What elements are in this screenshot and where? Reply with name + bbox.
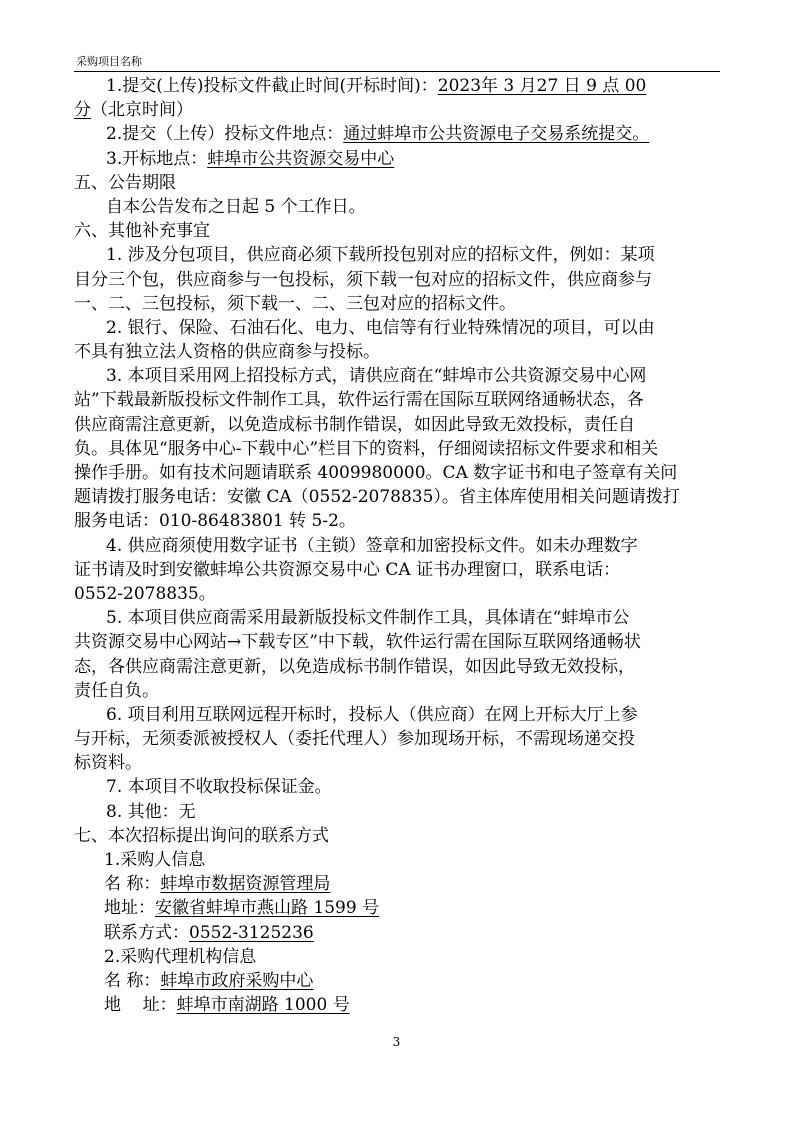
paragraph-line: 2. 银行、保险、石油石化、电力、电信等有行业特殊情况的项目，可以由 — [106, 317, 655, 338]
agency-name-label: 名 称： — [104, 970, 161, 991]
document-body — [74, 74, 720, 1017]
paragraph-line: 不具有独立法人资格的供应商参与投标。 — [74, 342, 380, 363]
agency-address-line — [74, 993, 720, 1017]
deadline-label: 1.提交(上传)投标文件截止时间(开标时间)： — [106, 76, 438, 96]
beijing-time: （北京时间） — [91, 100, 193, 121]
item-8: 8. 其他：无 — [106, 801, 196, 822]
purchaser-contact-label: 联系方式： — [104, 922, 189, 943]
paragraph-line: 1. 涉及分包项目，供应商必须下载所投包别对应的招标文件，例如：某项 — [106, 245, 655, 266]
agency-address: 蚌埠市南湖路 1000 号 — [176, 995, 350, 1016]
paragraph-line: 题请拨打服务电话：安徽 CA（0552-2078835）。省主体库使用相关问题请拨打 — [74, 487, 680, 508]
section-heading: 七、本次招标提出询问的联系方式 — [74, 825, 329, 846]
paragraph-line: 标资料。 — [74, 753, 142, 774]
purchaser-heading: 1.采购人信息 — [104, 850, 206, 870]
agency-name-line — [74, 969, 720, 993]
purchaser-name: 蚌埠市数据资源管理局 — [160, 874, 331, 895]
paragraph-line: 态，各供应商需注意更新，以免造成标书制作错误，如因此导致无效投标， — [74, 656, 635, 677]
paragraph-line: 共资源交易中心网站→下载专区”中下载，软件运行需在国际互联网络通畅状 — [74, 632, 641, 653]
deadline-line — [74, 74, 720, 98]
purchaser-address-label: 地址： — [104, 898, 155, 919]
item-6 — [74, 703, 720, 776]
deadline-value-cont: 分 — [74, 100, 91, 121]
purchaser-name-label: 名 称： — [104, 874, 161, 895]
item-4 — [74, 534, 720, 607]
page-number: 3 — [392, 1035, 401, 1049]
deadline-line-cont — [74, 98, 720, 122]
agency-address-label: 地 址： — [104, 995, 177, 1016]
submit-location-line — [74, 122, 720, 146]
paragraph-line: 6. 项目利用互联网远程开标时，投标人（供应商）在网上开标大厅上参 — [106, 704, 638, 725]
paragraph-line: 4. 供应商须使用数字证书（主锁）签章和加密投标文件。如未办理数字 — [106, 535, 638, 556]
paragraph-line: 供应商需注意更新，以免造成标书制作错误，如因此导致无效投标，责任自 — [74, 414, 635, 435]
opening-location-label: 3.开标地点： — [106, 148, 208, 169]
notice-period-text: 自本公告发布之日起 5 个工作日。 — [106, 196, 366, 217]
paragraph-line: 站”下载最新版投标文件制作工具，软件运行需在国际互联网络通畅状态，各 — [74, 390, 644, 411]
page-header: 采购项目名称 — [76, 55, 142, 68]
deadline-value: 2023年 3 月27 日 9 点 00 — [437, 76, 647, 96]
paragraph-line: 一、二、三包投标，须下载一、二、三包对应的招标文件。 — [74, 293, 516, 314]
paragraph-line: 责任自负。 — [74, 680, 159, 701]
agency-name: 蚌埠市政府采购中心 — [160, 970, 314, 991]
opening-location-value: 蚌埠市公共资源交易中心 — [207, 148, 395, 169]
item-3 — [74, 364, 720, 533]
paragraph-line: 证书请及时到安徽蚌埠公共资源交易中心 CA 证书办理窗口，联系电话： — [74, 559, 621, 580]
paragraph-line: 5. 本项目供应商需采用最新版投标文件制作工具，具体请在“蚌埠市公 — [106, 608, 630, 629]
section-heading: 五、公告期限 — [74, 172, 176, 193]
purchaser-address-line — [74, 896, 720, 920]
paragraph-line: 负。具体见“服务中心-下载中心”栏目下的资料，仔细阅读招标文件要求和相关 — [74, 438, 659, 459]
item-7: 7. 本项目不收取投标保证金。 — [106, 777, 332, 798]
paragraph-line: 3. 本项目采用网上招投标方式，请供应商在“蚌埠市公共资源交易中心网 — [106, 366, 647, 387]
paragraph-line: 服务电话：010-86483801 转 5-2。 — [74, 511, 356, 532]
submit-location-label: 2.提交（上传）投标文件地点： — [106, 124, 344, 145]
paragraph-line: 与开标，无须委派被授权人（委托代理人）参加现场开标，不需现场递交投 — [74, 729, 635, 750]
paragraph-line: 0552-2078835。 — [74, 583, 216, 604]
agency-heading: 2.采购代理机构信息 — [104, 946, 257, 967]
purchaser-contact-line — [74, 921, 720, 945]
purchaser-name-line — [74, 872, 720, 896]
paragraph-line: 操作手册。如有技术问题请联系 4009980000。CA 数字证书和电子签章有关问 — [74, 463, 678, 483]
opening-location-line — [74, 147, 720, 171]
submit-location-value: 通过蚌埠市公共资源电子交易系统提交。 — [343, 124, 650, 145]
item-2 — [74, 316, 720, 364]
paragraph-line: 目分三个包，供应商参与一包投标，须下载一包对应的招标文件，供应商参与 — [74, 269, 652, 290]
section-heading: 六、其他补充事宜 — [74, 221, 210, 242]
item-5 — [74, 606, 720, 703]
purchaser-contact: 0552-3125236 — [189, 922, 314, 943]
item-1 — [74, 243, 720, 316]
header-rule — [74, 71, 720, 72]
purchaser-address: 安徽省蚌埠市燕山路 1599 号 — [155, 898, 380, 919]
